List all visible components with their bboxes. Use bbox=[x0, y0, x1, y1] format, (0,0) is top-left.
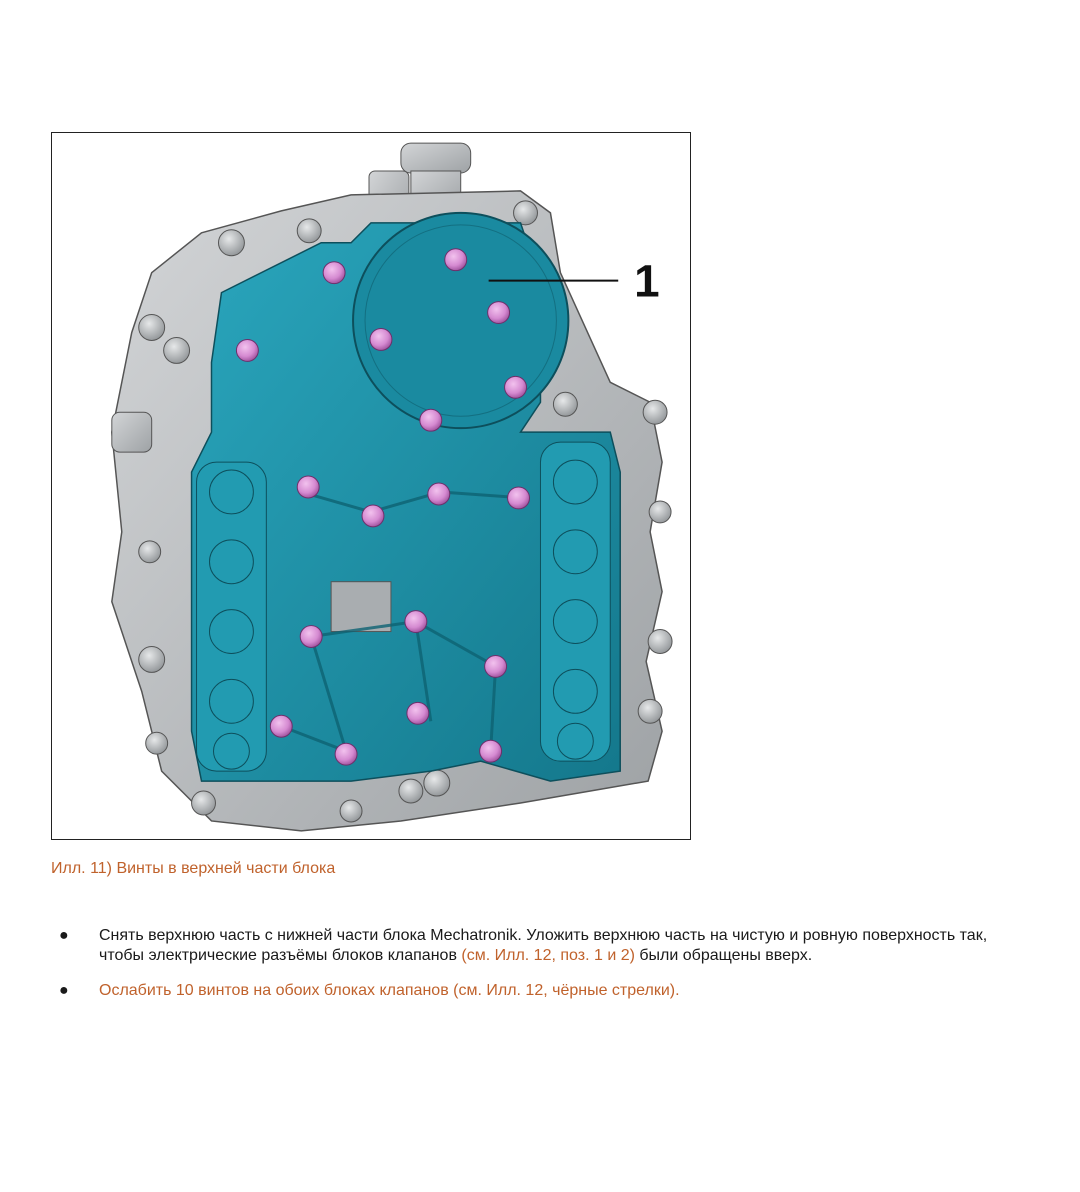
bullet-icon: ● bbox=[59, 927, 69, 944]
callout-label: 1 bbox=[634, 254, 660, 307]
valve-cylinders-left bbox=[197, 462, 267, 771]
valve-cylinders-right bbox=[540, 442, 610, 761]
valve-body-drawing bbox=[52, 133, 690, 839]
pressure-accumulator-cover bbox=[353, 213, 568, 428]
list-item bbox=[51, 926, 1021, 966]
figure-caption: Илл. 11) Винты в верхней части блока bbox=[51, 860, 336, 877]
side-connector bbox=[112, 412, 152, 452]
list-item bbox=[51, 981, 1021, 1001]
mechatronik-illustration bbox=[51, 132, 691, 840]
step-text: Снять верхнюю часть с нижней части блока Mechatronik. Уложить верхнюю часть на чистую и ровную поверхность так, чтобы электрические разъёмы блоков клапанов bbox=[99, 927, 988, 964]
step-text-link[interactable]: Ослабить 10 винтов на обоих блоках клапанов (см. Илл. 12, чёрные стрелки). bbox=[99, 982, 680, 999]
bullet-icon: ● bbox=[59, 982, 69, 999]
figure-reference-link[interactable]: (см. Илл. 12, поз. 1 и 2) bbox=[461, 947, 635, 964]
instruction-list bbox=[51, 926, 1021, 1016]
step-text-end: были обращены вверх. bbox=[634, 947, 813, 964]
center-connector bbox=[331, 582, 391, 632]
